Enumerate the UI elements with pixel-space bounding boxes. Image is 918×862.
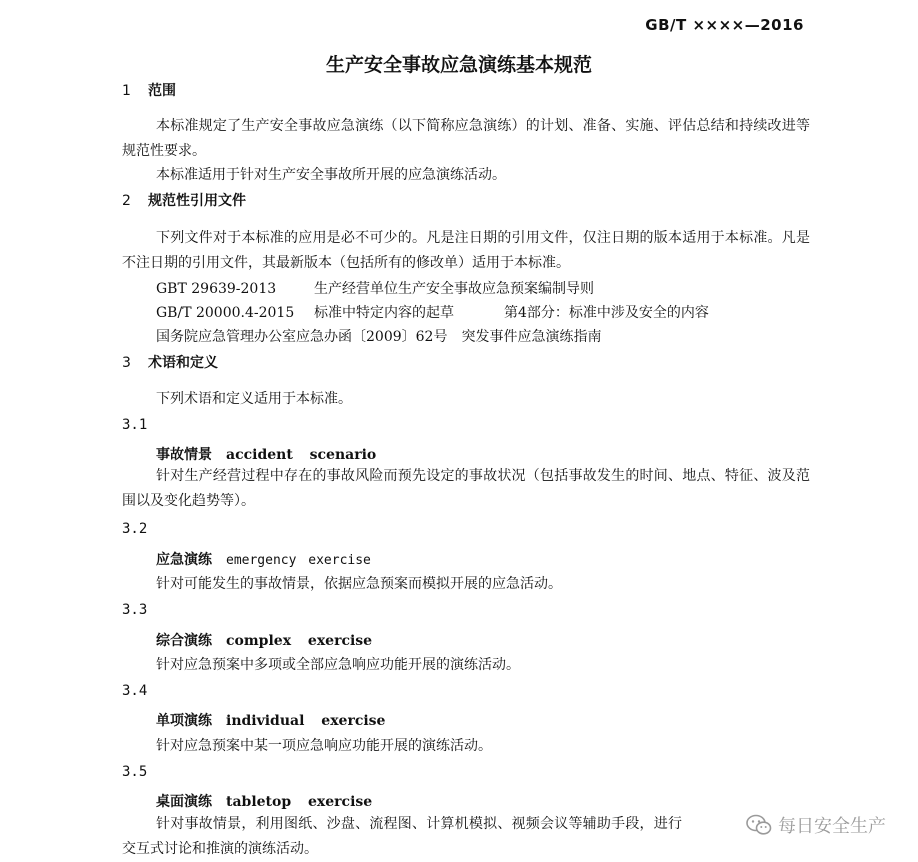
term-english: emergency exercise [226, 553, 371, 568]
term-definition: 针对应急预案中某一项应急响应功能开展的演练活动。 [156, 738, 492, 754]
section-label: 术语和定义 [148, 355, 218, 371]
term-heading [156, 791, 372, 811]
section-number: 2 [122, 193, 131, 209]
wechat-icon [746, 814, 772, 836]
reference-part: 第4部分：标准中涉及安全的内容 [504, 305, 709, 321]
section-number: 3 [122, 355, 131, 371]
term-number: 3.2 [122, 521, 148, 537]
section-1-heading [122, 80, 176, 100]
term-number: 3.4 [122, 683, 148, 699]
term-english: complex exercise [226, 633, 373, 649]
term-english: individual exercise [226, 713, 386, 729]
reference-code: GB/T 20000.4-2015 [156, 305, 295, 321]
refs-intro-paragraph: 下列文件对于本标准的应用是必不可少的。凡是注日期的引用文件，仅注日期的版本适用于本标准。凡是不注日期的引用文件，其最新版本（包括所有的修改单）适用于本标准。 [122, 230, 810, 271]
term-heading [156, 444, 376, 464]
section-label: 范围 [148, 83, 176, 99]
scope-paragraph-2: 本标准适用于针对生产安全事故所开展的应急演练活动。 [156, 167, 506, 183]
terms-intro: 下列术语和定义适用于本标准。 [156, 391, 352, 407]
term-number: 3.1 [122, 417, 148, 433]
term-number: 3.5 [122, 764, 148, 780]
term-heading [156, 710, 385, 730]
term-english: accident scenario [226, 447, 377, 463]
term-english: tabletop exercise [226, 794, 373, 810]
term-heading [156, 630, 372, 650]
watermark [746, 812, 886, 838]
term-heading [156, 549, 371, 569]
reference-code: GBT 29639-2013 [156, 281, 277, 297]
standard-code: GB/T ××××—2016 [645, 16, 804, 34]
term-chinese: 事故情景 [156, 447, 212, 463]
term-chinese: 单项演练 [156, 713, 212, 729]
section-2-heading [122, 190, 246, 210]
reference-title: 生产经营单位生产安全事故应急预案编制导则 [314, 281, 594, 297]
section-label: 规范性引用文件 [148, 193, 246, 209]
term-chinese: 桌面演练 [156, 794, 212, 810]
term-chinese: 应急演练 [156, 552, 212, 568]
reference-title: 标准中特定内容的起草 [314, 305, 454, 321]
term-definition: 针对事故情景，利用图纸、沙盘、流程图、计算机模拟、视频会议等辅助手段，进行交互式讨论和推演的演练活动。 [122, 816, 682, 857]
term-chinese: 综合演练 [156, 633, 212, 649]
term-definition: 针对应急预案中多项或全部应急响应功能开展的演练活动。 [156, 657, 520, 673]
reference-2 [156, 302, 709, 322]
term-definition: 针对生产经营过程中存在的事故风险而预先设定的事故状况（包括事故发生的时间、地点、特征、波及范围以及变化趋势等）。 [122, 468, 810, 509]
term-number: 3.3 [122, 602, 148, 618]
section-number: 1 [122, 83, 131, 99]
term-definition: 针对可能发生的事故情景，依据应急预案而模拟开展的应急活动。 [156, 576, 562, 592]
scope-paragraph-1: 本标准规定了生产安全事故应急演练（以下简称应急演练）的计划、准备、实施、评估总结和持续改进等规范性要求。 [122, 118, 810, 159]
watermark-text: 每日安全生产 [778, 816, 886, 837]
reference-3: 国务院应急管理办公室应急办函〔2009〕62号 突发事件应急演练指南 [156, 329, 602, 345]
page-title: 生产安全事故应急演练基本规范 [325, 54, 592, 76]
section-3-heading [122, 352, 218, 372]
reference-1 [156, 278, 594, 298]
